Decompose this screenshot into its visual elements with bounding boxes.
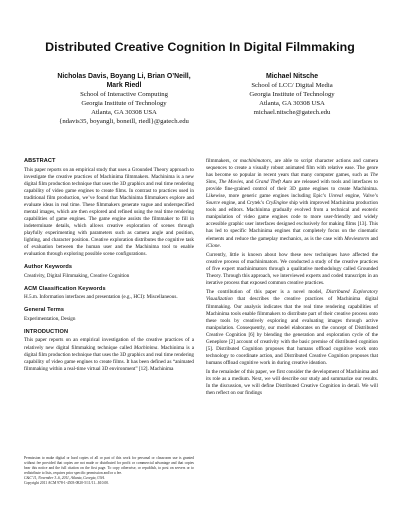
footnote-conference: C&C’11, November 3–6, 2011, Atlanta, Georgia, USA. <box>24 476 105 481</box>
author-names-cont: Mark Riedl <box>106 82 142 89</box>
acm-heading: ACM Classification Keywords <box>24 285 106 292</box>
author-section <box>0 72 400 152</box>
left-column <box>24 158 194 375</box>
copyright-footnote <box>24 456 194 486</box>
introduction-heading: INTRODUCTION <box>24 328 69 335</box>
author-block-right <box>212 72 372 117</box>
footnote-copyright: Copyright 2011 ACM 978-1-4503-0820-5/11/11...$10.00. <box>24 481 110 486</box>
author-address: Atlanta, GA 30308 USA <box>259 100 325 107</box>
author-address: Atlanta, GA 30308 USA <box>91 109 157 116</box>
keywords-heading: Author Keywords <box>24 264 73 271</box>
author-names: Nicholas Davis, Boyang Li, Brian O’Neill, <box>57 73 191 80</box>
right-column <box>206 158 378 400</box>
general-terms-text: Experimentation, Design <box>24 315 76 322</box>
abstract-heading: ABSTRACT <box>24 158 56 164</box>
footnote-permission: Permission to make digital or hard copies of all or part of this work for personal or classroom use is granted without fee provided that copies are not made or distributed for profit or commercial advantage and that copies bear this notice and the full citation on the first page. To copy otherwise, or republish, to post on servers or to redistribute to lists, requires prior specific permission and/or a fee. <box>24 456 194 476</box>
general-terms-heading: General Terms <box>24 307 65 314</box>
contribution-paragraph: The contribution of this paper is a novel model, Distributed Exploratory Visualization that describes the creative practices of Machinima digital filmmaking. Our analysis indicates that the real time rendering capabilities of Machinima tools enable filmmakers to distribute part of their creative process onto these tools by creatively exploring and evaluating images through active manipulation. Consequently, our model elaborates on the concept of Distributed Creative Cognition [6] by blending the generation and exploration cycle of the Geneplore [2] account of creativity with the basic premise of distributed cognition [5]. Distributed Cognition proposes that humans offload cognitive work onto technology to coordinate action, and Distributed Creative Cognition proposes that humans offload cognitive work in during creative ideation. <box>206 289 379 366</box>
introduction-paragraph: This paper reports on an empirical investigation of the creative practices of a relatively new digital filmmaking technique called Machinima. Machinima is a digital film production technique that uses the 3D graphics and real time rendering capability of video game engines to create films. It has been defined as “animated filmmaking within a real-time virtual 3D environment” [12]. Machinima <box>24 337 195 372</box>
machinima-paragraph: filmmakers, or machinimators, are able to script character actions and camera sequences to create a visually robust animated film with relative ease. The genre has become so popular in recent years that many computer games, such as The Sims, The Movies, and Grand Theft Auto are released with tools and interfaces to provide fine-grained control of their 3D game engines to create Machinima. Likewise, more generic game engines including Epic’s Unreal engine, Valve’s Source engine, and Crytek’s CryEngine ship with improved Machinima production tools and editors. Machinima gradually evolved from a technical and esoteric manipulation of video game engines code to more user-friendly and widely accessible graphic user interfaces designed exclusively for making films [13]. This has led to specific Machinima engines that completely focus on the cinematic elements and reduce the gameplay mechanics, as is the case with Moviestorm and iClone. <box>206 158 378 249</box>
study-paragraph: Currently, little is known about how these new techniques have affected the creative process of machinimators. We conducted a study of the creative practices of five expert machinimators through a qualitative methodology called Grounded Theory. Through this approach, we interviewed experts and coded transcripts in an iterative process that exposed common creative practices. <box>206 251 378 287</box>
abstract-text: This paper reports on an empirical study that uses a Grounded Theory approach to investigate the creative practices of Machinima filmmakers. Machinima is a new digital film production technique that uses the 3D graphics and real time rendering capability of video game engines to create films. In contrast to practices used in traditional film production, we’ve found that Machinima filmmakers explore and evaluate ideas in real time. These filmmakers generate vague and underspecified mental images, which are then explored and refined using the real time rendering capabilities of game engines. The game engine assists the filmmaker to fill in indeterminate details, which allows creative exploration of scenes through playfully experimenting with parameters such as camera angle and position, lighting, and character position. Creative exploration distributes the cognitive task of evaluation between the human user and the Machinima tool to enable evaluation through exploring possible scene configurations. <box>24 166 194 258</box>
author-institution: Georgia Institute of Technology <box>249 91 335 98</box>
author-names: Michael Nitsche <box>265 73 319 80</box>
outline-paragraph: In the remainder of this paper, we first consider the development of Machinima and its role as a medium. Next, we will describe our study and summarize our results. In the discussion, we will define Distributed Creative Cognition in detail. We will then reflect on our findings <box>206 369 378 397</box>
author-block-left <box>40 72 208 126</box>
author-affiliation: School of LCC/ Digital Media <box>251 82 333 89</box>
keywords-text: Creativity, Digital Filmmaking, Creative Cognition <box>24 272 130 279</box>
acm-text: H.5.m. Information interfaces and presentation (e.g., HCI): Miscellaneous. <box>24 294 178 301</box>
author-affiliation: School of Interactive Computing <box>80 91 168 98</box>
author-institution: Georgia Institute of Technology <box>81 100 167 107</box>
paper-title: Distributed Creative Cognition In Digital Filmmaking <box>45 40 355 54</box>
author-email: {ndavis35, boyangli, boneill, riedl}@gatech.edu <box>59 118 189 125</box>
author-email: michael.nitsche@gatech.edu <box>253 109 331 116</box>
